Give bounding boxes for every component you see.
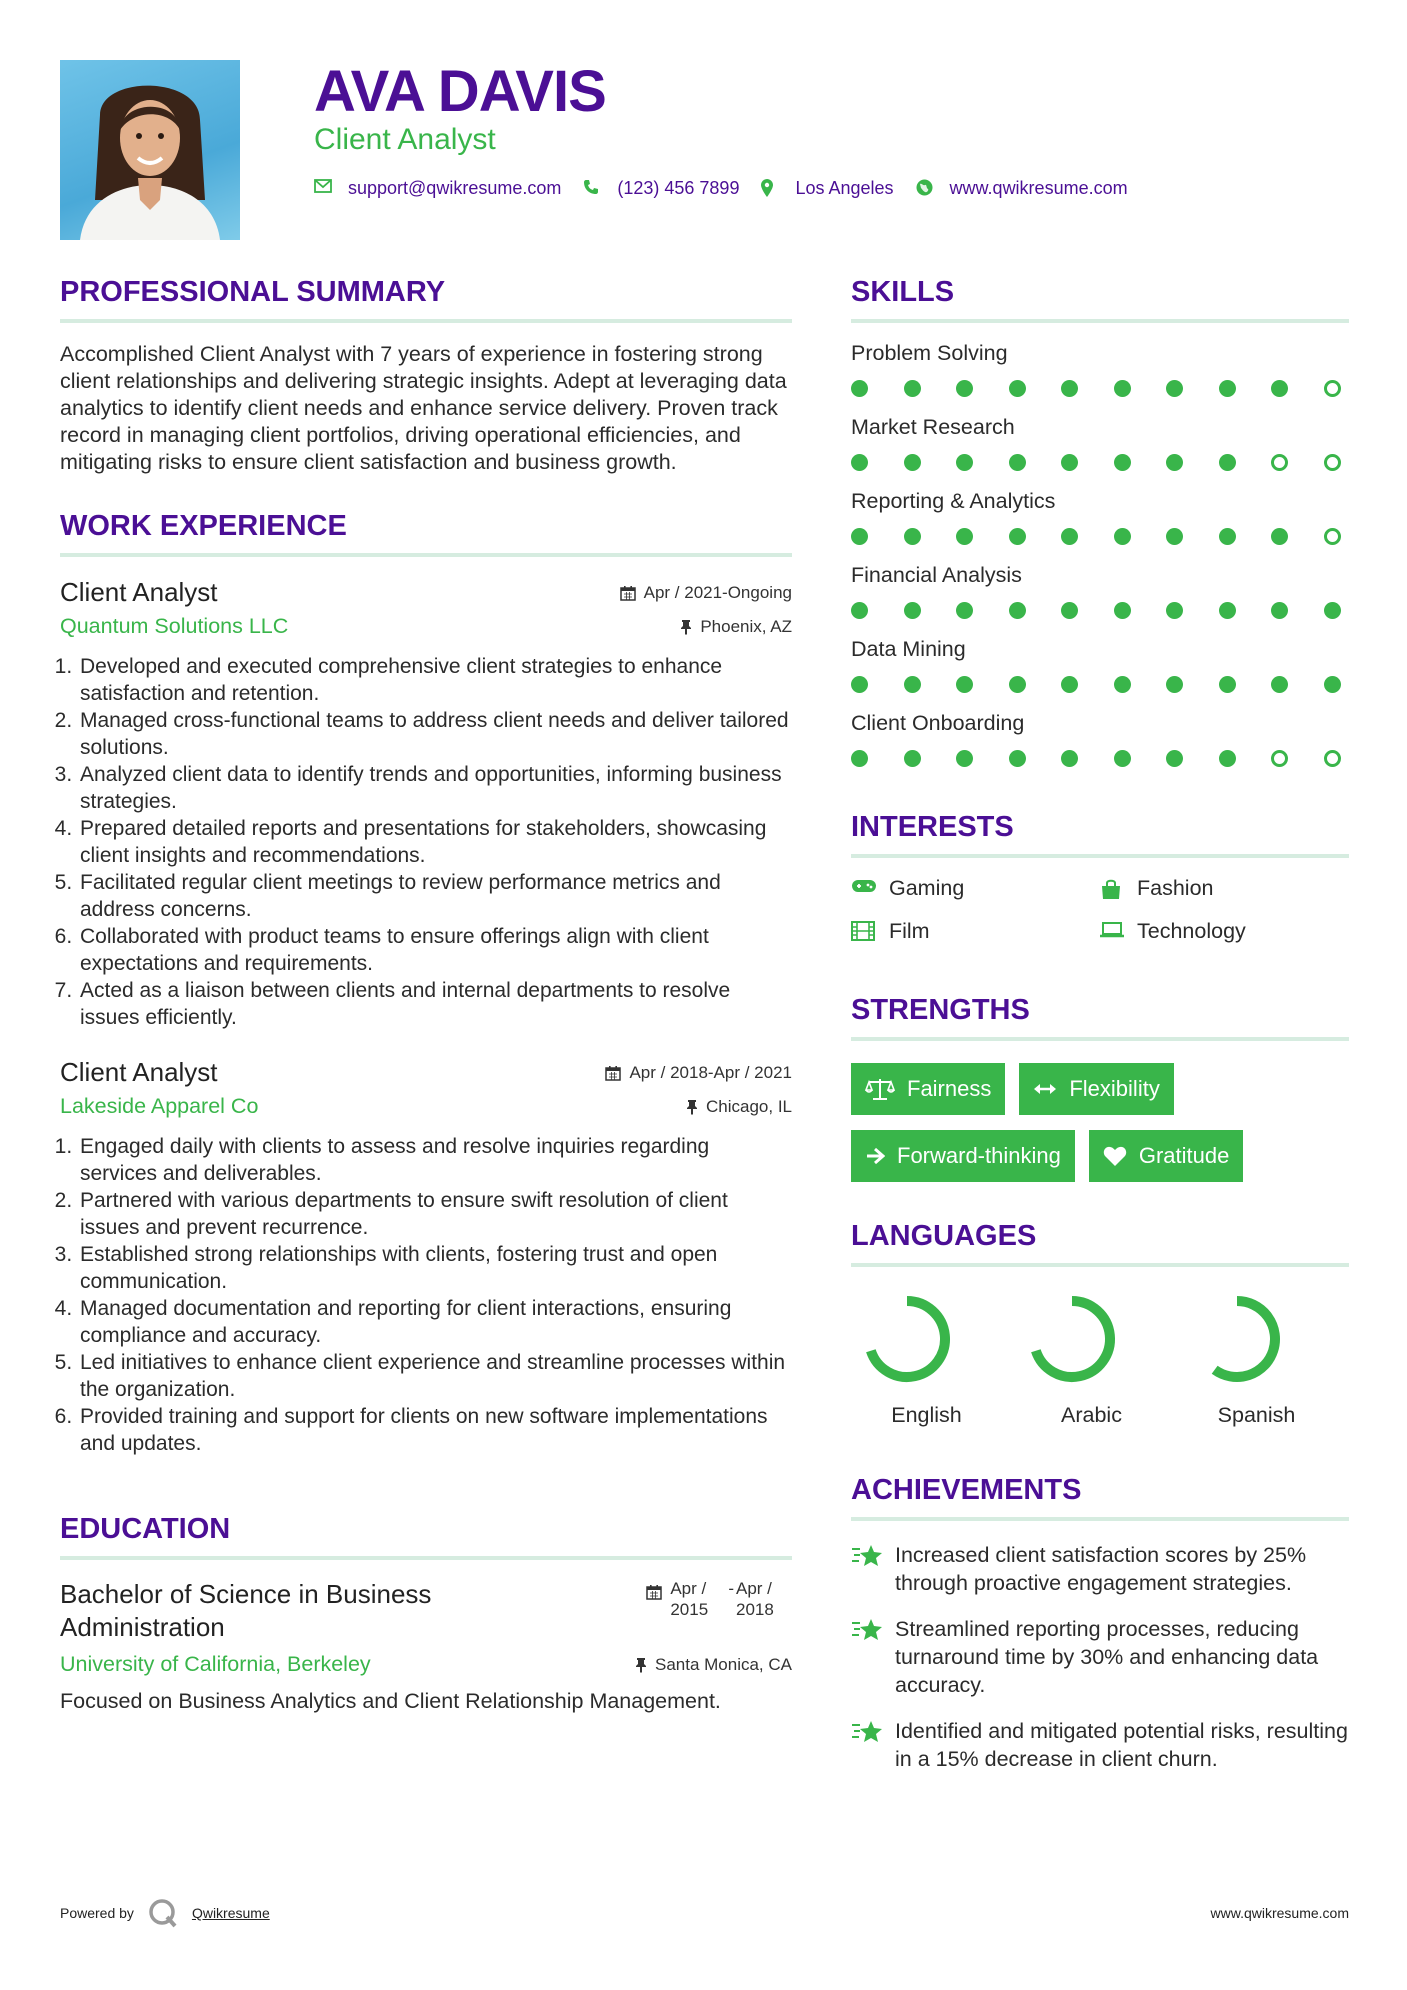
- left-column: [60, 276, 792, 1714]
- rating-dot-filled: [1061, 528, 1078, 545]
- rating-dot-filled: [1061, 676, 1078, 693]
- language-proficiency-arc: [1036, 1301, 1110, 1377]
- summary-section: [60, 276, 792, 476]
- rating-dot-empty: [1324, 454, 1341, 471]
- strength-badge: [1019, 1063, 1173, 1115]
- arrows-horizontal-icon: [1033, 1082, 1057, 1096]
- rating-dot-filled: [1061, 380, 1078, 397]
- rating-dot-filled: [851, 454, 868, 471]
- interest-label: Technology: [1137, 919, 1246, 943]
- strength-badge: [1089, 1130, 1244, 1182]
- envelope-icon: [314, 179, 334, 199]
- contact-email[interactable]: [314, 178, 561, 199]
- list-item: 2. Partnered with various departments to ensure swift resolution of client issues and prevent recurrence.: [78, 1187, 792, 1241]
- list-item: 3. Established strong relationships with clients, fostering trust and open communication.: [78, 1241, 792, 1295]
- strength-badge: [851, 1063, 1005, 1115]
- rating-dot-filled: [1219, 528, 1236, 545]
- list-item: 1. Engaged daily with clients to assess and resolve inquiries regarding services and deliverables.: [78, 1133, 792, 1187]
- rating-dot-filled: [1061, 454, 1078, 471]
- rating-dot-filled: [904, 750, 921, 767]
- rating-dot-filled: [1166, 528, 1183, 545]
- phone-text[interactable]: (123) 456 7899: [617, 178, 740, 198]
- rating-dot-filled: [1219, 454, 1236, 471]
- education-date: [646, 1578, 792, 1644]
- email-text[interactable]: support@qwikresume.com: [348, 178, 562, 198]
- list-item: 3. Analyzed client data to identify trends and opportunities, informing business strategies.: [78, 761, 792, 815]
- skill-item: [851, 341, 1349, 397]
- rating-dot-filled: [1271, 602, 1288, 619]
- contact-bar: [314, 178, 1150, 199]
- rating-dot-empty: [1324, 380, 1341, 397]
- rating-dot-filled: [1166, 676, 1183, 693]
- skill-item: [851, 489, 1349, 545]
- experience-heading: WORK EXPERIENCE: [60, 510, 792, 557]
- interests-section: [851, 811, 1349, 944]
- rating-dot-filled: [1114, 528, 1131, 545]
- job-location: [680, 617, 792, 637]
- list-item: 4. Prepared detailed reports and presentations for stakeholders, showcasing client insights and recommendations.: [78, 815, 792, 869]
- achievement-text: Identified and mitigated potential risks, resulting in a 15% decrease in client churn.: [895, 1719, 1348, 1771]
- education-start: Apr / 2015: [670, 1579, 709, 1619]
- star-icon: [851, 1615, 885, 1699]
- rating-dot-filled: [956, 454, 973, 471]
- job-entry: [60, 577, 792, 1031]
- skill-name: Financial Analysis: [851, 563, 1022, 587]
- education-end: Apr / 2018: [736, 1579, 774, 1619]
- rating-dot-filled: [956, 380, 973, 397]
- rating-dot-filled: [851, 750, 868, 767]
- strength-label: Forward-thinking: [897, 1143, 1061, 1168]
- phone-icon: [583, 179, 603, 199]
- rating-dot-filled: [904, 380, 921, 397]
- qwikresume-link[interactable]: Qwikresume: [191, 1905, 270, 1921]
- job-location-text: Phoenix, AZ: [700, 616, 792, 636]
- rating-dot-filled: [1219, 602, 1236, 619]
- job-company: Lakeside Apparel Co: [60, 1094, 259, 1118]
- strength-label: Fairness: [907, 1076, 992, 1101]
- list-item: 4. Managed documentation and reporting for client interactions, ensuring compliance and accuracy.: [78, 1295, 792, 1349]
- list-item: 2. Managed cross-functional teams to address client needs and deliver tailored solutions.: [78, 707, 792, 761]
- skill-rating: [851, 454, 1341, 471]
- education-location-text: Santa Monica, CA: [654, 1654, 792, 1674]
- interest-item: [1099, 919, 1349, 944]
- interest-item: [851, 919, 1099, 944]
- job-date-text: Apr / 2018-Apr / 2021: [629, 1062, 792, 1082]
- interest-label: Film: [889, 919, 930, 943]
- rating-dot-filled: [1061, 602, 1078, 619]
- job-date: [605, 1063, 792, 1083]
- rating-dot-filled: [1324, 602, 1341, 619]
- strengths-section: [851, 994, 1349, 1182]
- right-column: [851, 276, 1349, 1773]
- language-item: [1181, 1289, 1346, 1428]
- calendar-icon: [646, 1584, 662, 1600]
- rating-dot-filled: [1114, 676, 1131, 693]
- candidate-name: AVA DAVIS: [314, 59, 606, 124]
- job-location: [686, 1097, 792, 1117]
- qwikresume-logo-icon: [148, 1898, 178, 1928]
- skills-list: [851, 341, 1349, 767]
- rating-dot-filled: [1166, 454, 1183, 471]
- strength-label: Gratitude: [1138, 1143, 1230, 1168]
- achievement-item: [851, 1615, 1349, 1699]
- location-text: Los Angeles: [795, 178, 894, 198]
- website-text[interactable]: www.qwikresume.com: [949, 178, 1128, 198]
- interest-item: [851, 876, 1099, 901]
- globe-icon: [916, 179, 936, 199]
- rating-dot-filled: [956, 528, 973, 545]
- gamepad-icon: [851, 878, 877, 900]
- strength-badge: [851, 1130, 1075, 1182]
- strengths-heading: STRENGTHS: [851, 994, 1349, 1041]
- rating-dot-empty: [1271, 454, 1288, 471]
- pushpin-icon: [680, 619, 692, 635]
- rating-dot-empty: [1271, 750, 1288, 767]
- rating-dot-filled: [851, 602, 868, 619]
- list-item: 6. Collaborated with product teams to ensure offerings align with client expectations and requirements.: [78, 923, 792, 977]
- film-icon: [851, 921, 877, 943]
- rating-dot-empty: [1324, 528, 1341, 545]
- rating-dot-filled: [851, 380, 868, 397]
- job-title: Client Analyst: [314, 123, 496, 156]
- rating-dot-filled: [1324, 676, 1341, 693]
- rating-dot-filled: [1061, 750, 1078, 767]
- summary-text: Accomplished Client Analyst with 7 years of experience in fostering strong client relationships and delivering strategic insights. Adept at leveraging data analytics to identify client needs and enhance service delivery. Proven track record in managing client portfolios, driving operational efficiencies, and mitigating risks to ensure client satisfaction and business growth.: [60, 342, 787, 474]
- pushpin-icon: [635, 1657, 647, 1673]
- rating-dot-filled: [1009, 676, 1026, 693]
- rating-dot-filled: [1114, 454, 1131, 471]
- skill-item: [851, 637, 1349, 693]
- heart-icon: [1103, 1145, 1127, 1167]
- list-item: 6. Provided training and support for clients on new software implementations and updates.: [78, 1403, 792, 1457]
- achievement-text: Streamlined reporting processes, reducing turnaround time by 30% and enhancing data accuracy.: [895, 1617, 1319, 1697]
- skill-name: Reporting & Analytics: [851, 489, 1056, 513]
- pushpin-icon: [686, 1099, 698, 1115]
- skill-item: [851, 563, 1349, 619]
- school-name: University of California, Berkeley: [60, 1652, 371, 1676]
- job-bullets: [60, 1133, 792, 1457]
- date-separator: -: [728, 1579, 734, 1598]
- rating-dot-filled: [904, 528, 921, 545]
- skill-name: Data Mining: [851, 637, 966, 661]
- language-proficiency-arc: [1215, 1301, 1275, 1377]
- skill-rating: [851, 750, 1341, 767]
- rating-dot-filled: [1009, 750, 1026, 767]
- rating-dot-filled: [1166, 380, 1183, 397]
- arrow-right-icon: [865, 1147, 885, 1165]
- achievement-item: [851, 1717, 1349, 1773]
- skill-rating: [851, 528, 1341, 545]
- skill-rating: [851, 602, 1341, 619]
- languages-heading: LANGUAGES: [851, 1220, 1349, 1267]
- language-name: Spanish: [1217, 1403, 1296, 1427]
- job-bullets: [60, 653, 792, 1031]
- rating-dot-filled: [904, 676, 921, 693]
- interest-item: [1099, 876, 1349, 901]
- language-proficiency-arc: [871, 1301, 945, 1377]
- skill-name: Market Research: [851, 415, 1015, 439]
- skill-item: [851, 711, 1349, 767]
- contact-phone[interactable]: [583, 178, 739, 199]
- languages-section: [851, 1220, 1349, 1428]
- job-company: Quantum Solutions LLC: [60, 614, 289, 638]
- calendar-icon: [620, 585, 636, 601]
- list-item: 5. Facilitated regular client meetings to review performance metrics and address concerns.: [78, 869, 792, 923]
- skill-name: Problem Solving: [851, 341, 1008, 365]
- rating-dot-filled: [1114, 380, 1131, 397]
- footer-website[interactable]: www.qwikresume.com: [1210, 1905, 1349, 1921]
- list-item: 5. Led initiatives to enhance client experience and streamline processes within the organization.: [78, 1349, 792, 1403]
- star-icon: [851, 1541, 885, 1597]
- skill-rating: [851, 380, 1341, 397]
- interest-label: Gaming: [889, 876, 965, 900]
- summary-heading: PROFESSIONAL SUMMARY: [60, 276, 792, 323]
- balance-scale-icon: [865, 1077, 895, 1101]
- rating-dot-filled: [956, 676, 973, 693]
- rating-dot-filled: [1271, 676, 1288, 693]
- list-item: 1. Developed and executed comprehensive client strategies to enhance satisfaction and retention.: [78, 653, 792, 707]
- languages-list: [851, 1289, 1349, 1428]
- education-location: [635, 1655, 792, 1675]
- job-entry: [60, 1057, 792, 1457]
- education-description: Focused on Business Analytics and Client Relationship Management.: [60, 1689, 721, 1713]
- education-section: [60, 1513, 792, 1714]
- shopping-bag-icon: [1099, 878, 1125, 900]
- contact-location: [761, 178, 893, 199]
- profile-photo: [60, 60, 240, 240]
- skills-heading: SKILLS: [851, 276, 1349, 323]
- language-proficiency-ring: [1187, 1289, 1287, 1389]
- rating-dot-filled: [1114, 750, 1131, 767]
- map-pin-icon: [761, 179, 781, 199]
- contact-website[interactable]: [916, 178, 1128, 199]
- rating-dot-filled: [1271, 380, 1288, 397]
- education-heading: EDUCATION: [60, 1513, 792, 1560]
- interests-heading: INTERESTS: [851, 811, 1349, 858]
- calendar-icon: [605, 1065, 621, 1081]
- language-proficiency-ring: [1022, 1289, 1122, 1389]
- job-location-text: Chicago, IL: [706, 1096, 792, 1116]
- rating-dot-filled: [1219, 380, 1236, 397]
- rating-dot-filled: [1166, 750, 1183, 767]
- language-proficiency-ring: [857, 1289, 957, 1389]
- rating-dot-filled: [851, 676, 868, 693]
- rating-dot-filled: [1166, 602, 1183, 619]
- rating-dot-filled: [1219, 676, 1236, 693]
- list-item: 7. Acted as a liaison between clients and internal departments to resolve issues efficiently.: [78, 977, 792, 1031]
- language-name: Arabic: [1061, 1403, 1122, 1427]
- rating-dot-filled: [1009, 454, 1026, 471]
- rating-dot-filled: [904, 454, 921, 471]
- powered-by-text: Powered by: [60, 1905, 134, 1921]
- rating-dot-filled: [956, 750, 973, 767]
- job-date: [620, 583, 792, 603]
- achievements-section: [851, 1474, 1349, 1773]
- rating-dot-filled: [1009, 528, 1026, 545]
- skill-rating: [851, 676, 1341, 693]
- language-name: English: [891, 1403, 962, 1427]
- achievement-item: [851, 1541, 1349, 1597]
- rating-dot-filled: [851, 528, 868, 545]
- rating-dot-filled: [1219, 750, 1236, 767]
- job-entry-title: Client Analyst: [60, 577, 218, 607]
- rating-dot-filled: [1114, 602, 1131, 619]
- skills-section: [851, 276, 1349, 767]
- achievement-text: Increased client satisfaction scores by 25% through proactive engagement strategies.: [895, 1543, 1307, 1595]
- skill-item: [851, 415, 1349, 471]
- achievements-heading: ACHIEVEMENTS: [851, 1474, 1349, 1521]
- experience-section: [60, 510, 792, 1457]
- rating-dot-filled: [1009, 602, 1026, 619]
- rating-dot-empty: [1324, 750, 1341, 767]
- rating-dot-filled: [1271, 528, 1288, 545]
- degree-title: Bachelor of Science in Business Administration: [60, 1579, 432, 1642]
- footer-powered-by: [60, 1898, 270, 1928]
- star-icon: [851, 1717, 885, 1773]
- rating-dot-filled: [1009, 380, 1026, 397]
- skill-name: Client Onboarding: [851, 711, 1025, 735]
- rating-dot-filled: [904, 602, 921, 619]
- job-date-text: Apr / 2021-Ongoing: [643, 582, 792, 602]
- laptop-icon: [1099, 921, 1125, 943]
- portrait-image: [60, 60, 240, 240]
- strength-label: Flexibility: [1069, 1076, 1160, 1101]
- language-item: [851, 1289, 1016, 1428]
- language-item: [1016, 1289, 1181, 1428]
- job-entry-title: Client Analyst: [60, 1057, 218, 1087]
- interest-label: Fashion: [1137, 876, 1214, 900]
- rating-dot-filled: [956, 602, 973, 619]
